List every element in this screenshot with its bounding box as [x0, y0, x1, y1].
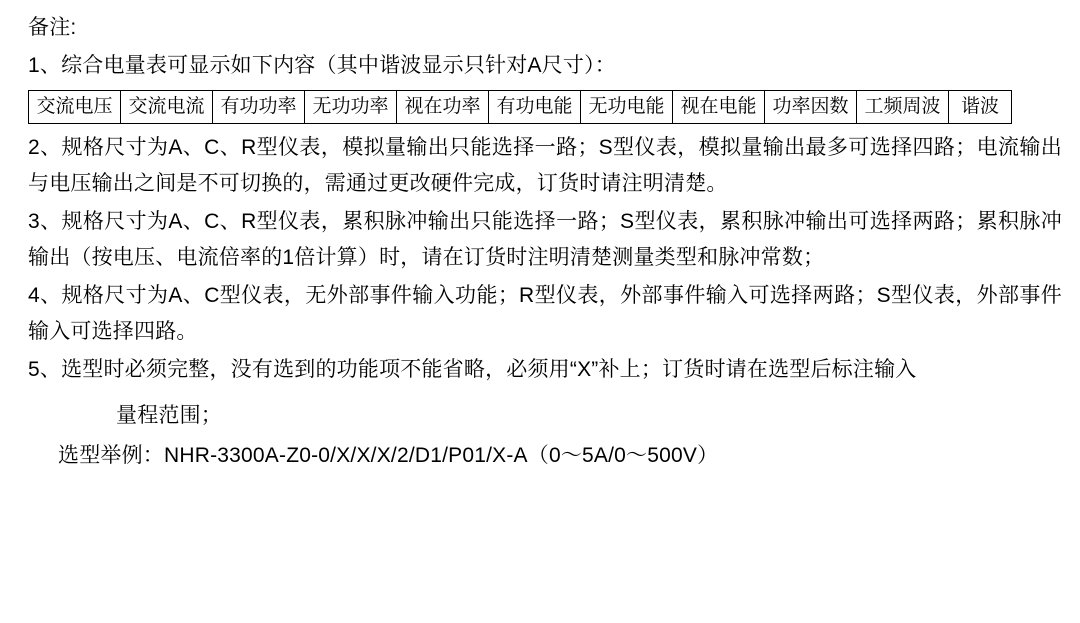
note-item-4: 4、规格尺寸为A、C型仪表，无外部事件输入功能；R型仪表，外部事件输入可选择两路；S型仪表，外部事件输入可选择四路。 — [28, 284, 1062, 343]
function-table — [28, 90, 1012, 124]
note-item-5: 5、选型时必须完整，没有选到的功能项不能省略，必须用“X”补上；订货时请在选型后标注输入 — [28, 358, 917, 381]
table-cell-reactive-power: 无功功率 — [305, 91, 397, 124]
table-cell-power-factor: 功率因数 — [765, 91, 857, 124]
table-row — [29, 91, 1012, 124]
table-cell-ac-voltage: 交流电压 — [29, 91, 121, 124]
table-cell-apparent-power: 视在功率 — [397, 91, 489, 124]
table-cell-harmonics: 谐波 — [949, 91, 1012, 124]
range-label: 量程范围； — [116, 404, 222, 427]
note-item-1: 1、综合电量表可显示如下内容（其中谐波显示只针对A尺寸）： — [28, 54, 616, 77]
model-example: 选型举例：NHR-3300A-Z0-0/X/X/X/2/D1/P01/X-A（0～5A/0～500V） — [58, 444, 719, 467]
notes-heading: 备注: — [28, 16, 77, 39]
table-cell-active-energy: 有功电能 — [489, 91, 581, 124]
table-cell-ac-current: 交流电流 — [121, 91, 213, 124]
note-item-2: 2、规格尺寸为A、C、R型仪表，模拟量输出只能选择一路；S型仪表，模拟量输出最多可选择四路；电流输出与电压输出之间是不可切换的，需通过更改硬件完成，订货时请注明清楚。 — [28, 136, 1062, 195]
table-cell-reactive-energy: 无功电能 — [581, 91, 673, 124]
table-cell-frequency: 工频周波 — [857, 91, 949, 124]
note-item-3: 3、规格尺寸为A、C、R型仪表，累积脉冲输出只能选择一路；S型仪表，累积脉冲输出可选择两路；累积脉冲输出（按电压、电流倍率的1倍计算）时，请在订货时注明清楚测量类型和脉冲常数； — [28, 210, 1062, 269]
table-cell-active-power: 有功功率 — [213, 91, 305, 124]
table-cell-apparent-energy: 视在电能 — [673, 91, 765, 124]
